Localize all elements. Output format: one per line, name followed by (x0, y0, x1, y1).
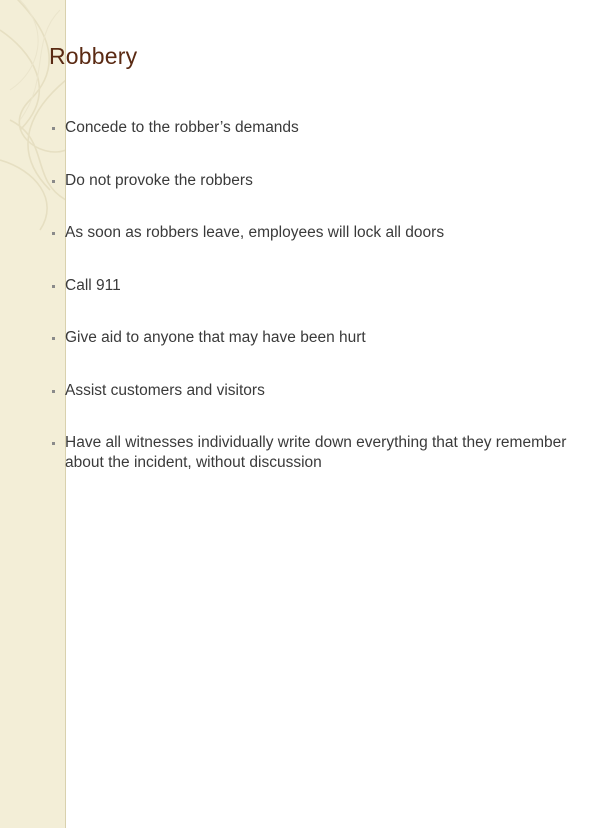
bullet-text: Give aid to anyone that may have been hurt (65, 329, 366, 346)
bullet-icon (52, 337, 55, 340)
bullet-text: Assist customers and visitors (65, 381, 265, 399)
bullet-icon (52, 127, 55, 130)
list-item (52, 381, 572, 401)
list-item (52, 433, 572, 473)
bullet-text: Concede to the robber’s demands (65, 119, 299, 136)
bullet-icon (52, 442, 55, 445)
bullet-icon (52, 390, 55, 393)
list-item (52, 276, 572, 296)
list-item (52, 223, 572, 243)
bullet-list (52, 118, 572, 506)
bullet-text: As soon as robbers leave, employees will lock all doors (65, 224, 445, 241)
bullet-text: Do not provoke the robbers (65, 171, 253, 189)
bullet-text: Call 911 (65, 276, 121, 294)
list-item (52, 171, 572, 191)
bullet-icon (52, 232, 55, 235)
list-item (52, 118, 572, 138)
list-item (52, 328, 572, 348)
bullet-text: Have all witnesses individually write down everything that they remember about the incident, without discussion (65, 434, 567, 471)
bullet-icon (52, 285, 55, 288)
bullet-icon (52, 180, 55, 183)
slide-title: Robbery (49, 43, 138, 69)
